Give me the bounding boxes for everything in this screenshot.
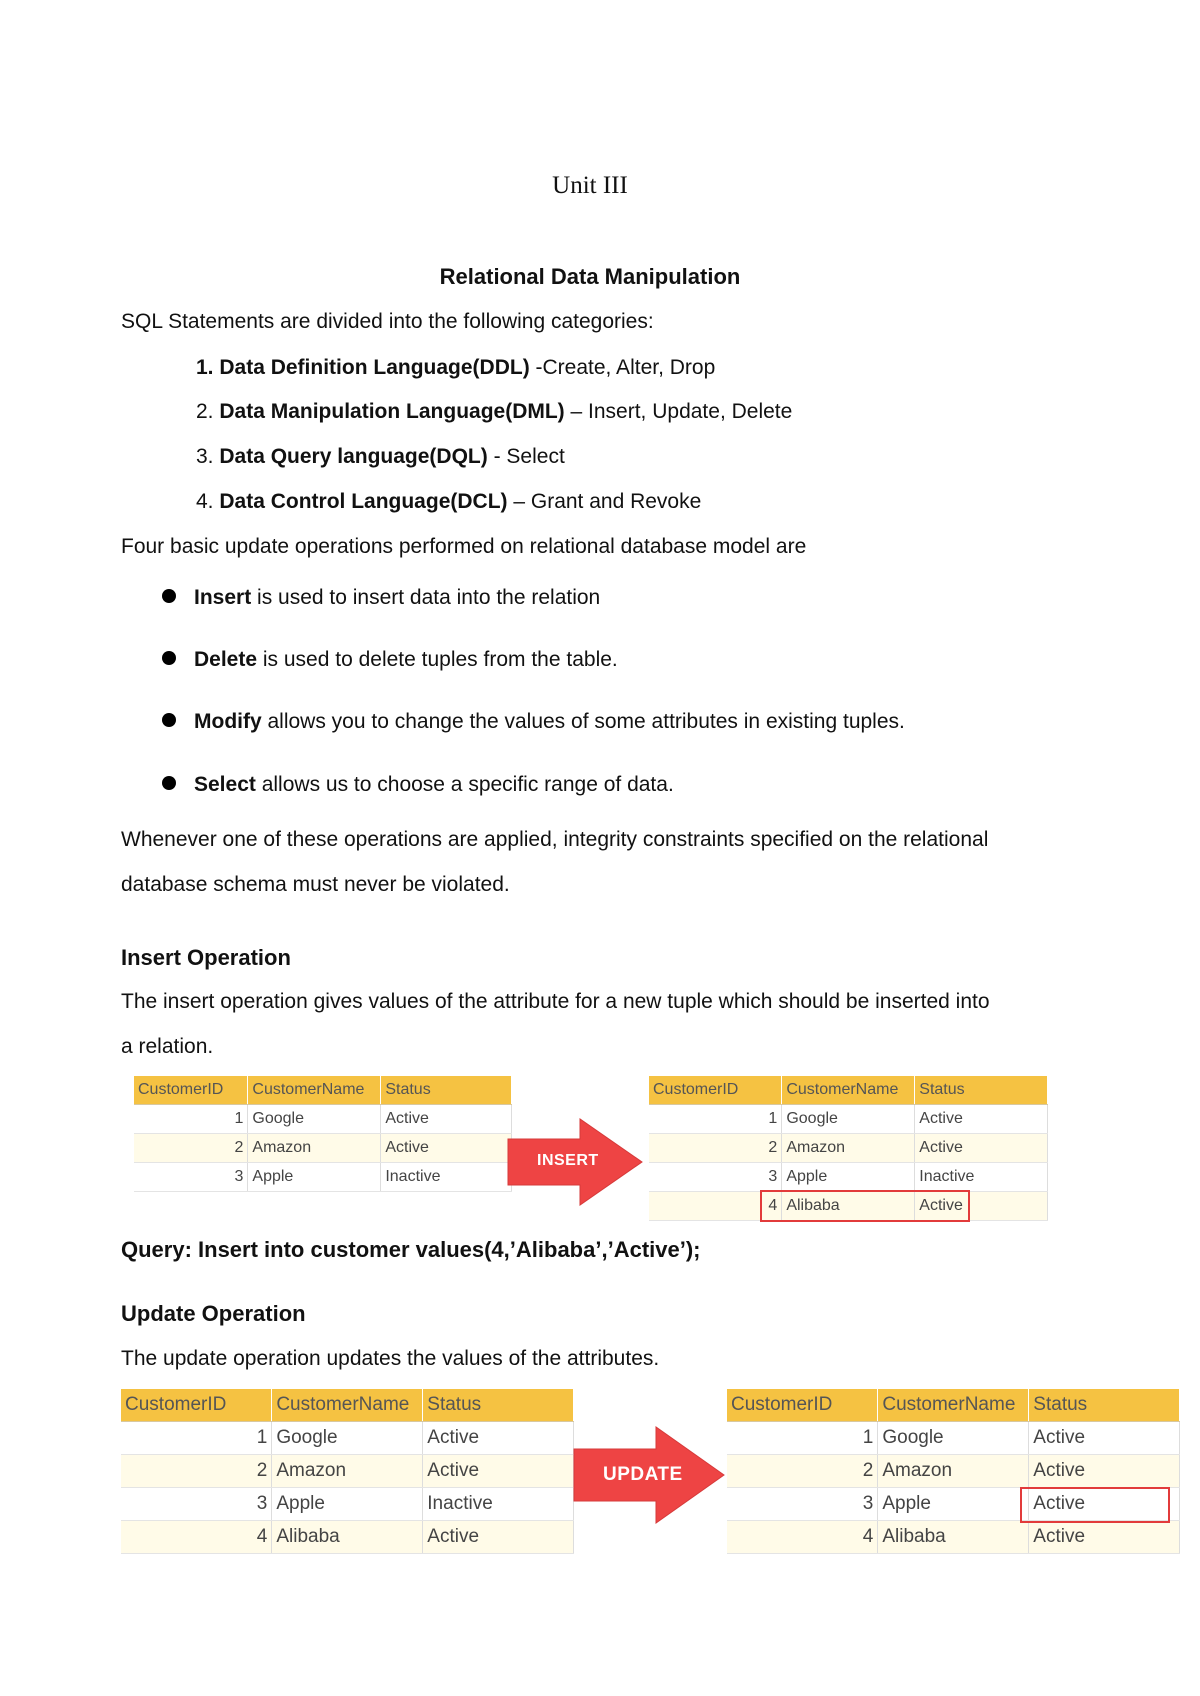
table-row: 4 Alibaba Active	[649, 1192, 1048, 1221]
category-item: 4. Data Control Language(DCL) – Grant and Revoke	[196, 490, 702, 513]
category-item: 3. Data Query language(DQL) - Select	[196, 445, 565, 468]
column-header: Status	[1029, 1389, 1180, 1422]
column-header: CustomerName	[782, 1076, 915, 1105]
operation-item-insert: Insert is used to insert data into the relation	[162, 586, 600, 610]
column-header: Status	[423, 1389, 574, 1422]
table-row: 1 Google Active	[727, 1422, 1180, 1455]
table-row: 3 Apple Inactive	[134, 1163, 512, 1192]
table-row: 4 Alibaba Active	[121, 1521, 574, 1554]
integrity-text-line1: Whenever one of these operations are applied, integrity constraints specified on the relational	[121, 828, 989, 851]
table-row: 2 Amazon Active	[134, 1134, 512, 1163]
column-header: CustomerName	[248, 1076, 381, 1105]
integrity-text-line2: database schema must never be violated.	[121, 873, 510, 896]
insert-arrow-label: INSERT	[537, 1152, 599, 1169]
unit-title: Unit III	[552, 172, 628, 199]
operation-item-modify: Modify allows you to change the values of some attributes in existing tuples.	[162, 710, 905, 734]
insert-desc-line2: a relation.	[121, 1035, 214, 1058]
table-row: 3 Apple Inactive	[121, 1488, 574, 1521]
table-row: 1 Google Active	[649, 1105, 1048, 1134]
update-before-table	[121, 1389, 574, 1554]
column-header: Status	[915, 1076, 1048, 1105]
update-after-table	[727, 1389, 1180, 1554]
table-row: 1 Google Active	[121, 1422, 574, 1455]
inserted-row-highlight	[760, 1190, 970, 1222]
table-row: 2 Amazon Active	[649, 1134, 1048, 1163]
update-heading: Update Operation	[121, 1301, 306, 1326]
insert-heading: Insert Operation	[121, 945, 291, 970]
column-header: CustomerID	[727, 1389, 878, 1422]
main-heading: Relational Data Manipulation	[439, 264, 741, 289]
intro-text: SQL Statements are divided into the following categories:	[121, 310, 654, 333]
table-row: 4 Alibaba Active	[727, 1521, 1180, 1554]
column-header: CustomerName	[272, 1389, 423, 1422]
operation-item-delete: Delete is used to delete tuples from the table.	[162, 648, 618, 672]
operations-intro: Four basic update operations performed on relational database model are	[121, 535, 807, 558]
operation-item-select: Select allows us to choose a specific range of data.	[162, 773, 674, 797]
table-row: 2 Amazon Active	[727, 1455, 1180, 1488]
insert-query: Query: Insert into customer values(4,’Alibaba’,’Active’);	[121, 1237, 701, 1262]
insert-before-table	[134, 1076, 512, 1192]
category-item: 2. Data Manipulation Language(DML) – Insert, Update, Delete	[196, 400, 793, 423]
update-arrow-label: UPDATE	[603, 1464, 683, 1485]
column-header: CustomerID	[121, 1389, 272, 1422]
table-row: 1 Google Active	[134, 1105, 512, 1134]
table-row: 3 Apple Active	[727, 1488, 1180, 1521]
bullet-icon	[162, 651, 176, 665]
insert-desc-line1: The insert operation gives values of the attribute for a new tuple which should be inserted into	[121, 990, 990, 1013]
column-header: CustomerID	[649, 1076, 782, 1105]
column-header: CustomerName	[878, 1389, 1029, 1422]
table-row: 2 Amazon Active	[121, 1455, 574, 1488]
category-item: 1. Data Definition Language(DDL) -Create, Alter, Drop	[196, 356, 716, 379]
bullet-icon	[162, 713, 176, 727]
column-header: CustomerID	[134, 1076, 248, 1105]
update-desc: The update operation updates the values of the attributes.	[121, 1347, 660, 1370]
bullet-icon	[162, 776, 176, 790]
column-header: Status	[381, 1076, 512, 1105]
table-row: 3 Apple Inactive	[649, 1163, 1048, 1192]
updated-cell-highlight	[1020, 1487, 1170, 1523]
bullet-icon	[162, 589, 176, 603]
